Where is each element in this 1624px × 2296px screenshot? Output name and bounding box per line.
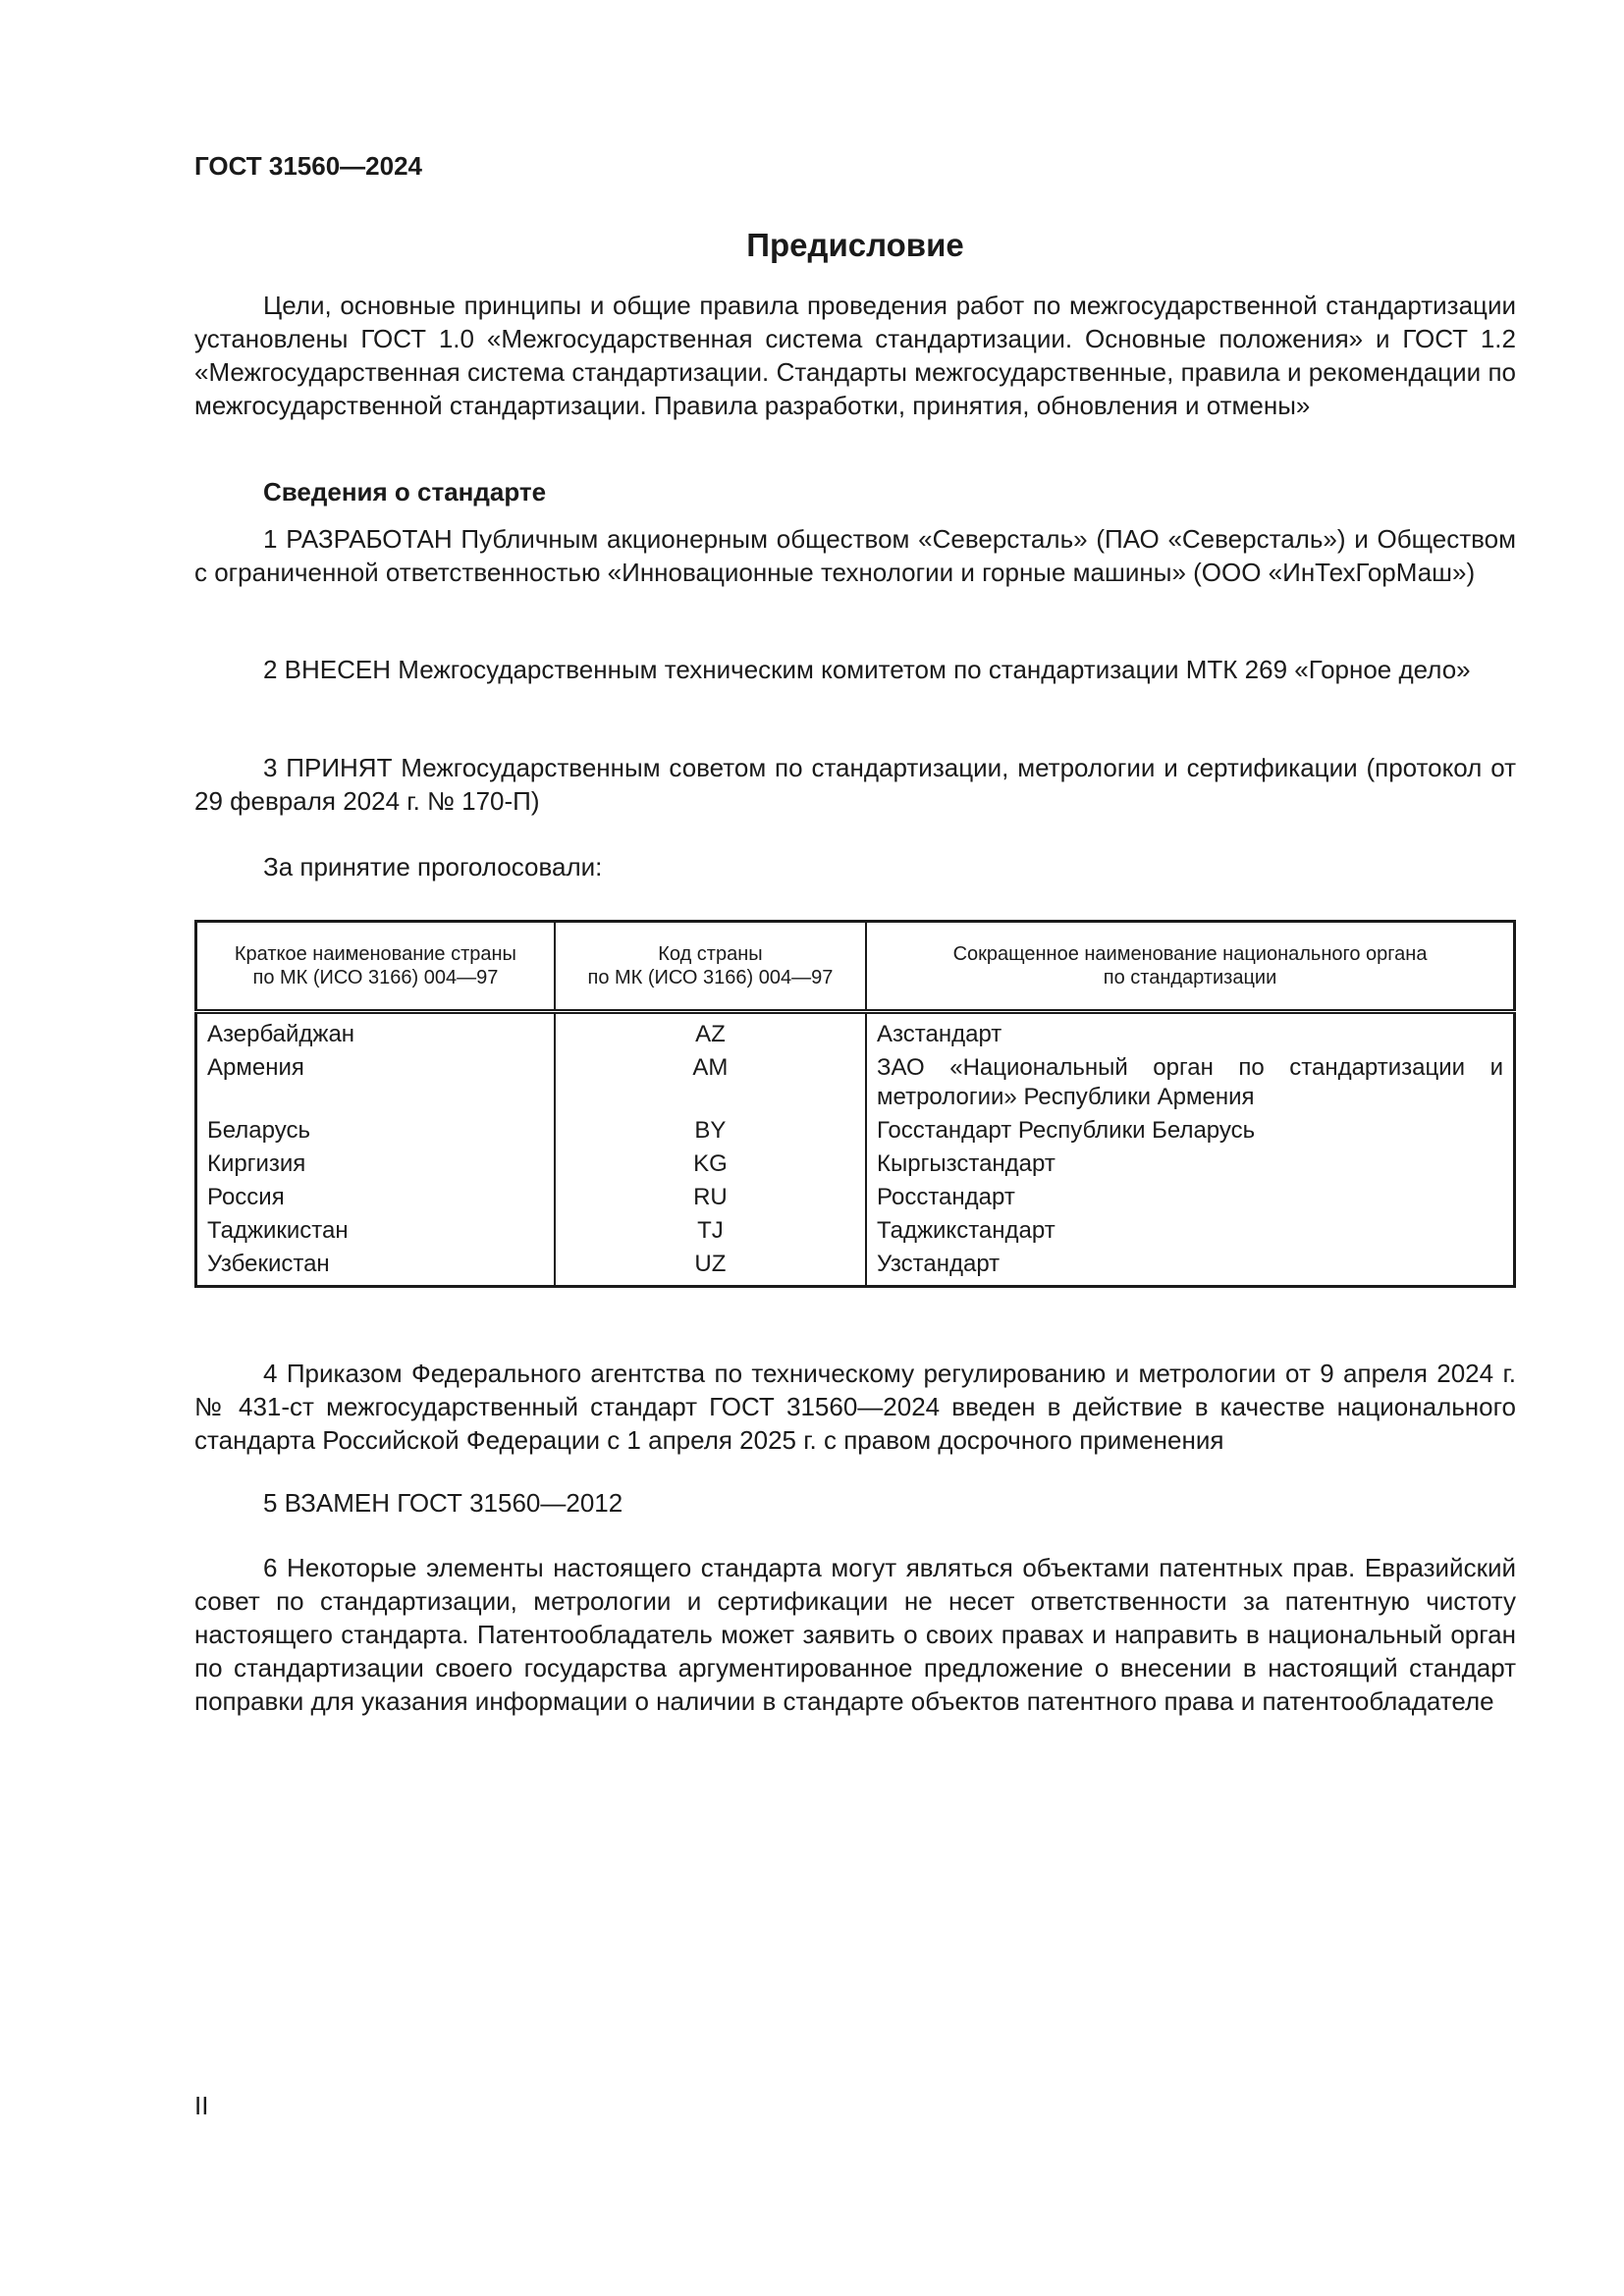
country-cell: Таджикистан: [196, 1214, 555, 1248]
table-row: [196, 1012, 1515, 1052]
table-header-row: [196, 922, 1515, 1012]
column-header-body: [866, 922, 1514, 1012]
table-row: [196, 1248, 1515, 1287]
country-cell: Азербайджан: [196, 1012, 555, 1052]
document-code: ГОСТ 31560—2024: [194, 151, 422, 181]
column-header-code-line1: Код страны: [658, 943, 763, 965]
page-number: II: [194, 2091, 209, 2120]
column-header-country: [196, 922, 555, 1012]
code-cell: AZ: [555, 1012, 866, 1052]
item-submitted: 2 ВНЕСЕН Межгосударственным техническим комитетом по стандартизации МТК 269 «Горное дело»: [263, 655, 1471, 684]
column-header-country-line2: по МК (ИСО 3166) 004—97: [252, 967, 499, 988]
column-header-body-line2: по стандартизации: [1103, 967, 1277, 988]
country-cell: Россия: [196, 1181, 555, 1214]
table-row: [196, 1214, 1515, 1248]
column-header-country-line1: Краткое наименование страны: [234, 943, 516, 965]
item-adopted: 3 ПРИНЯТ Межгосударственным советом по стандартизации, метрологии и сертификации (протокол от 29 февраля 2024 г. № 170-П): [194, 753, 1516, 816]
table-row: [196, 1051, 1515, 1114]
country-cell: Киргизия: [196, 1148, 555, 1181]
item-developed: 1 РАЗРАБОТАН Публичным акционерным обществом «Северсталь» (ПАО «Северсталь») и Обществом с ограниченной ответственностью «Инновационные технологии и горные машины» (ООО «ИнТехГорМаш»): [194, 524, 1516, 587]
standards-body-cell: Узстандарт: [877, 1251, 1001, 1277]
code-cell: AM: [555, 1051, 866, 1114]
country-cell: Армения: [196, 1051, 555, 1114]
standards-body-cell: Госстандарт Республики Беларусь: [877, 1117, 1256, 1144]
standards-body-cell: Таджикстандарт: [877, 1217, 1056, 1244]
standards-body-cell: ЗАО «Национальный орган по стандартизации и метрологии» Республики Армения: [877, 1054, 1503, 1110]
standards-body-cell: Росстандарт: [877, 1184, 1015, 1210]
item-enacted: 4 Приказом Федерального агентства по техническому регулированию и метрологии от 9 апреля 2024 г. № 431-ст межгосударственный стандарт ГОСТ 31560—2024 введен в действие в качестве национального стандарта Российской Федерации с 1 апреля 2025 г. с правом досрочного применения: [194, 1359, 1516, 1455]
code-cell: BY: [555, 1114, 866, 1148]
code-cell: KG: [555, 1148, 866, 1181]
table-row: [196, 1114, 1515, 1148]
section-subheading: Сведения о стандарте: [263, 477, 547, 507]
item-patent-notice: 6 Некоторые элементы настоящего стандарта могут являться объектами патентных прав. Евразийский совет по стандартизации, метрологии и сертификации не несет ответственности за патентную чистоту настоящего стандарта. Патентообладатель может заявить о своих правах и направить в национальный орган по стандартизации своего государства аргументированное предложение о внесении в настоящий стандарт поправки для указания информации о наличии в стандарте объектов патентного права и патентообладателе: [194, 1553, 1516, 1716]
intro-paragraph: Цели, основные принципы и общие правила проведения работ по межгосударственной стандартизации установлены ГОСТ 1.0 «Межгосударственная система стандартизации. Основные положения» и ГОСТ 1.2 «Межгосударственная система стандартизации. Стандарты межгосударственные, правила и рекомендации по межгосударственной стандартизации. Правила разработки, принятия, обновления и отмены»: [194, 291, 1516, 420]
column-header-body-line1: Сокращенное наименование национального органа: [952, 943, 1428, 965]
country-cell: Беларусь: [196, 1114, 555, 1148]
column-header-code-line2: по МК (ИСО 3166) 004—97: [587, 967, 834, 988]
table-row: [196, 1148, 1515, 1181]
code-cell: RU: [555, 1181, 866, 1214]
voting-table: [194, 920, 1516, 1288]
item-replaces: 5 ВЗАМЕН ГОСТ 31560—2012: [263, 1488, 623, 1518]
code-cell: UZ: [555, 1248, 866, 1287]
page-title: Предисловие: [746, 227, 964, 263]
voted-label: За принятие проголосовали:: [263, 852, 603, 881]
standards-body-cell: Азстандарт: [877, 1021, 1002, 1047]
column-header-code: [555, 922, 866, 1012]
country-cell: Узбекистан: [196, 1248, 555, 1287]
code-cell: TJ: [555, 1214, 866, 1248]
standards-body-cell: Кыргызстандарт: [877, 1150, 1056, 1177]
table-row: [196, 1181, 1515, 1214]
